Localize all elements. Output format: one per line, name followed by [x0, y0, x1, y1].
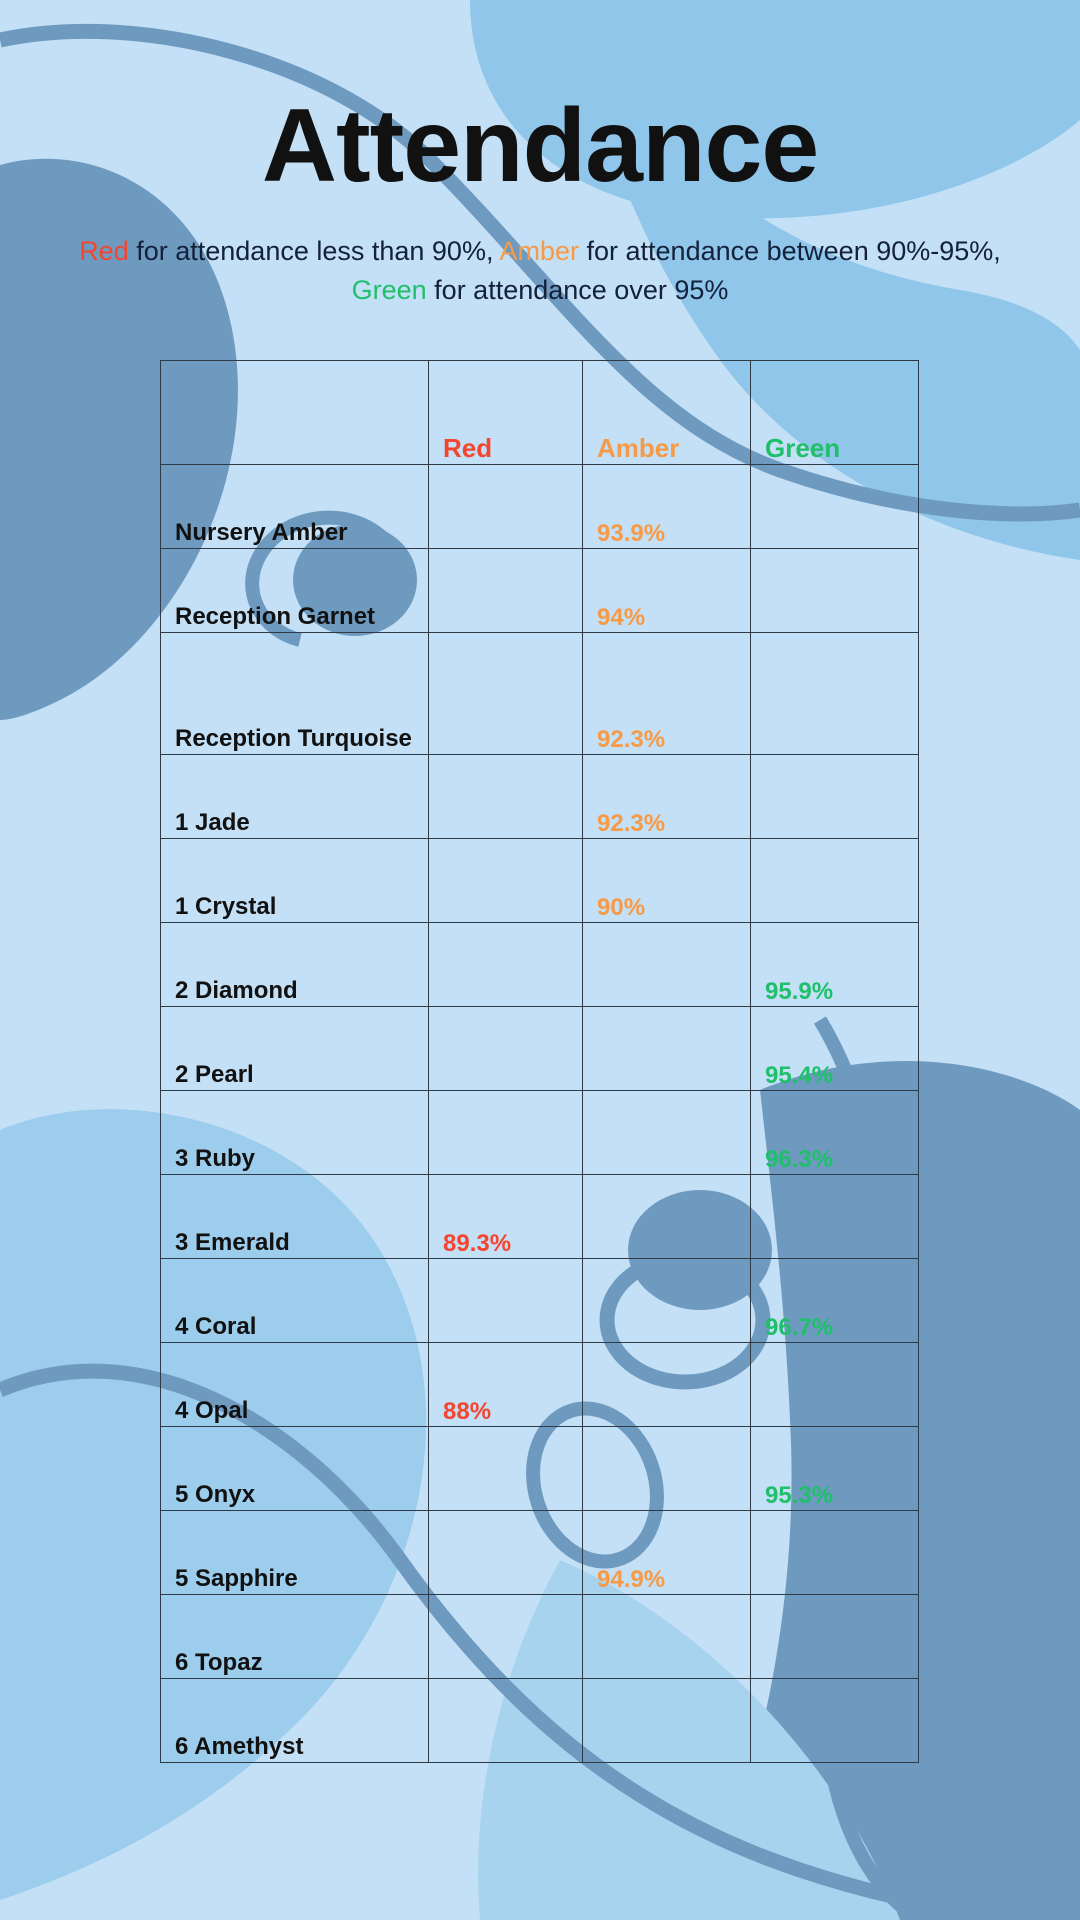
row-value-green: 96.7% [751, 1259, 919, 1343]
row-value-amber: 94% [583, 549, 751, 633]
row-value-amber [583, 1091, 751, 1175]
table-row [161, 549, 919, 633]
legend-amber-desc: for attendance between 90%-95%, [579, 236, 1001, 266]
column-header-green: Green [751, 361, 919, 465]
row-value-green [751, 549, 919, 633]
table-row [161, 1427, 919, 1511]
row-value-red [429, 755, 583, 839]
row-value-green [751, 1679, 919, 1763]
row-value-green [751, 633, 919, 755]
row-class-name: 4 Opal [161, 1343, 429, 1427]
table-row [161, 755, 919, 839]
row-value-green [751, 1511, 919, 1595]
table-row [161, 1511, 919, 1595]
row-value-green: 96.3% [751, 1091, 919, 1175]
table-row [161, 839, 919, 923]
row-value-amber [583, 923, 751, 1007]
table-row [161, 1595, 919, 1679]
row-value-red [429, 839, 583, 923]
row-value-amber: 93.9% [583, 465, 751, 549]
row-value-red [429, 1595, 583, 1679]
row-class-name: Reception Turquoise [161, 633, 429, 755]
row-class-name: 4 Coral [161, 1259, 429, 1343]
row-value-red [429, 1007, 583, 1091]
legend-green-label: Green [351, 275, 427, 306]
legend-amber-label: Amber [499, 236, 579, 266]
row-value-amber [583, 1343, 751, 1427]
row-class-name: 3 Emerald [161, 1175, 429, 1259]
row-class-name: 6 Amethyst [161, 1679, 429, 1763]
row-value-amber [583, 1427, 751, 1511]
table-header-row [161, 361, 919, 465]
legend-text [40, 232, 1040, 310]
row-value-red: 89.3% [429, 1175, 583, 1259]
row-value-red: 88% [429, 1343, 583, 1427]
row-value-green [751, 1175, 919, 1259]
row-value-amber [583, 1007, 751, 1091]
row-value-green: 95.9% [751, 923, 919, 1007]
legend-green-desc: for attendance over 95% [426, 275, 729, 306]
row-class-name: 5 Onyx [161, 1427, 429, 1511]
row-value-amber: 92.3% [583, 633, 751, 755]
table-row [161, 1679, 919, 1763]
row-class-name: 3 Ruby [161, 1091, 429, 1175]
row-value-amber [583, 1175, 751, 1259]
row-value-green [751, 839, 919, 923]
table-row [161, 923, 919, 1007]
row-value-green [751, 1343, 919, 1427]
row-value-red [429, 633, 583, 755]
row-class-name: 2 Diamond [161, 923, 429, 1007]
column-header-amber: Amber [583, 361, 751, 465]
legend-red-label: Red [79, 236, 129, 266]
table-row [161, 1007, 919, 1091]
row-value-amber: 94.9% [583, 1511, 751, 1595]
row-value-red [429, 923, 583, 1007]
row-value-amber [583, 1259, 751, 1343]
row-value-red [429, 1679, 583, 1763]
row-value-red [429, 549, 583, 633]
page-title: Attendance [261, 88, 819, 204]
row-class-name: 2 Pearl [161, 1007, 429, 1091]
row-class-name: 1 Jade [161, 755, 429, 839]
row-value-red [429, 1091, 583, 1175]
row-value-amber: 92.3% [583, 755, 751, 839]
table-row [161, 1091, 919, 1175]
table-body [161, 465, 919, 1763]
row-value-red [429, 465, 583, 549]
legend-red-desc: for attendance less than 90%, [128, 236, 500, 266]
row-class-name: 1 Crystal [161, 839, 429, 923]
table-row [161, 1175, 919, 1259]
row-value-green [751, 1595, 919, 1679]
row-value-amber: 90% [583, 839, 751, 923]
row-value-green [751, 465, 919, 549]
column-header-class [161, 361, 429, 465]
table-header [161, 361, 919, 465]
row-class-name: 5 Sapphire [161, 1511, 429, 1595]
row-class-name: 6 Topaz [161, 1595, 429, 1679]
table-row [161, 633, 919, 755]
row-value-amber [583, 1679, 751, 1763]
row-class-name: Reception Garnet [161, 549, 429, 633]
row-value-red [429, 1511, 583, 1595]
row-value-amber [583, 1595, 751, 1679]
row-class-name: Nursery Amber [161, 465, 429, 549]
table-row [161, 1259, 919, 1343]
row-value-red [429, 1427, 583, 1511]
row-value-green: 95.3% [751, 1427, 919, 1511]
table-row [161, 465, 919, 549]
row-value-green [751, 755, 919, 839]
row-value-green: 95.4% [751, 1007, 919, 1091]
table-row [161, 1343, 919, 1427]
column-header-red: Red [429, 361, 583, 465]
attendance-table-wrapper [160, 360, 918, 1763]
attendance-table [160, 360, 919, 1763]
row-value-red [429, 1259, 583, 1343]
